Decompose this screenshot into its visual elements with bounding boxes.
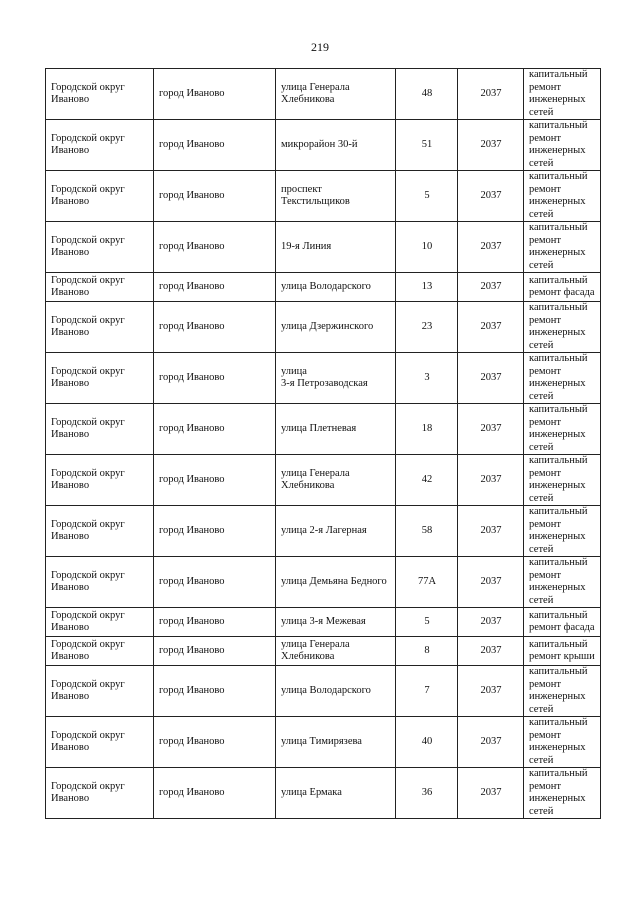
district-cell: Городской округ Иваново	[46, 506, 154, 557]
house-number-cell: 77А	[396, 557, 458, 608]
city-cell: город Иваново	[154, 557, 276, 608]
table-row	[46, 666, 601, 717]
table-row	[46, 637, 601, 666]
district-cell: Городской округ Иваново	[46, 120, 154, 171]
house-number-cell: 42	[396, 455, 458, 506]
year-cell: 2037	[458, 666, 524, 717]
district-cell: Городской округ Иваново	[46, 557, 154, 608]
table-row	[46, 557, 601, 608]
district-cell: Городской округ Иваново	[46, 273, 154, 302]
work-type-cell: капитальный ремонт фасада	[524, 608, 601, 637]
work-type-cell: капитальный ремонт инженерных сетей	[524, 120, 601, 171]
district-cell: Городской округ Иваново	[46, 69, 154, 120]
work-type-cell: капитальный ремонт инженерных сетей	[524, 717, 601, 768]
table-row	[46, 222, 601, 273]
city-cell: город Иваново	[154, 608, 276, 637]
year-cell: 2037	[458, 171, 524, 222]
district-cell: Городской округ Иваново	[46, 222, 154, 273]
work-type-cell: капитальный ремонт фасада	[524, 273, 601, 302]
district-cell: Городской округ Иваново	[46, 637, 154, 666]
work-type-cell: капитальный ремонт инженерных сетей	[524, 768, 601, 819]
house-number-cell: 51	[396, 120, 458, 171]
work-type-cell: капитальный ремонт крыши	[524, 637, 601, 666]
work-type-cell: капитальный ремонт инженерных сетей	[524, 171, 601, 222]
housing-repair-table	[45, 68, 601, 819]
street-cell: улица 3-я Межевая	[276, 608, 396, 637]
city-cell: город Иваново	[154, 666, 276, 717]
city-cell: город Иваново	[154, 273, 276, 302]
house-number-cell: 23	[396, 302, 458, 353]
table-row	[46, 353, 601, 404]
street-cell: улица Генерала Хлебникова	[276, 69, 396, 120]
table-row	[46, 171, 601, 222]
year-cell: 2037	[458, 120, 524, 171]
street-cell: 19-я Линия	[276, 222, 396, 273]
district-cell: Городской округ Иваново	[46, 302, 154, 353]
year-cell: 2037	[458, 69, 524, 120]
street-cell: проспект Текстильщиков	[276, 171, 396, 222]
work-type-cell: капитальный ремонт инженерных сетей	[524, 455, 601, 506]
table-row	[46, 273, 601, 302]
work-type-cell: капитальный ремонт инженерных сетей	[524, 404, 601, 455]
district-cell: Городской округ Иваново	[46, 717, 154, 768]
city-cell: город Иваново	[154, 302, 276, 353]
city-cell: город Иваново	[154, 120, 276, 171]
work-type-cell: капитальный ремонт инженерных сетей	[524, 666, 601, 717]
year-cell: 2037	[458, 557, 524, 608]
work-type-cell: капитальный ремонт инженерных сетей	[524, 506, 601, 557]
street-cell: улица 2-я Лагерная	[276, 506, 396, 557]
house-number-cell: 40	[396, 717, 458, 768]
house-number-cell: 8	[396, 637, 458, 666]
street-cell: улица Ермака	[276, 768, 396, 819]
city-cell: город Иваново	[154, 404, 276, 455]
house-number-cell: 58	[396, 506, 458, 557]
year-cell: 2037	[458, 455, 524, 506]
street-cell: улица Плетневая	[276, 404, 396, 455]
house-number-cell: 5	[396, 171, 458, 222]
district-cell: Городской округ Иваново	[46, 455, 154, 506]
street-cell: улица Демьяна Бедного	[276, 557, 396, 608]
table-row	[46, 302, 601, 353]
year-cell: 2037	[458, 404, 524, 455]
district-cell: Городской округ Иваново	[46, 768, 154, 819]
year-cell: 2037	[458, 222, 524, 273]
street-cell: улица Володарского	[276, 666, 396, 717]
year-cell: 2037	[458, 768, 524, 819]
city-cell: город Иваново	[154, 637, 276, 666]
street-cell: микрорайон 30-й	[276, 120, 396, 171]
street-cell: улица Генерала Хлебникова	[276, 455, 396, 506]
table-body	[46, 69, 601, 819]
district-cell: Городской округ Иваново	[46, 353, 154, 404]
house-number-cell: 3	[396, 353, 458, 404]
year-cell: 2037	[458, 717, 524, 768]
work-type-cell: капитальный ремонт инженерных сетей	[524, 302, 601, 353]
house-number-cell: 5	[396, 608, 458, 637]
work-type-cell: капитальный ремонт инженерных сетей	[524, 353, 601, 404]
year-cell: 2037	[458, 353, 524, 404]
page-number: 219	[311, 40, 329, 54]
city-cell: город Иваново	[154, 69, 276, 120]
street-cell: улица Тимирязева	[276, 717, 396, 768]
city-cell: город Иваново	[154, 768, 276, 819]
district-cell: Городской округ Иваново	[46, 666, 154, 717]
district-cell: Городской округ Иваново	[46, 171, 154, 222]
table-row	[46, 608, 601, 637]
table-row	[46, 69, 601, 120]
house-number-cell: 18	[396, 404, 458, 455]
house-number-cell: 7	[396, 666, 458, 717]
year-cell: 2037	[458, 273, 524, 302]
house-number-cell: 13	[396, 273, 458, 302]
street-cell: улица Дзержинского	[276, 302, 396, 353]
table-row	[46, 120, 601, 171]
street-cell: улица 3-я Петрозаводская	[276, 353, 396, 404]
street-cell: улица Генерала Хлебникова	[276, 637, 396, 666]
district-cell: Городской округ Иваново	[46, 404, 154, 455]
house-number-cell: 36	[396, 768, 458, 819]
city-cell: город Иваново	[154, 717, 276, 768]
year-cell: 2037	[458, 637, 524, 666]
city-cell: город Иваново	[154, 353, 276, 404]
year-cell: 2037	[458, 506, 524, 557]
table-row	[46, 717, 601, 768]
city-cell: город Иваново	[154, 506, 276, 557]
year-cell: 2037	[458, 608, 524, 637]
city-cell: город Иваново	[154, 171, 276, 222]
house-number-cell: 48	[396, 69, 458, 120]
table-row	[46, 506, 601, 557]
year-cell: 2037	[458, 302, 524, 353]
work-type-cell: капитальный ремонт инженерных сетей	[524, 557, 601, 608]
table-row	[46, 455, 601, 506]
street-cell: улица Володарского	[276, 273, 396, 302]
house-number-cell: 10	[396, 222, 458, 273]
work-type-cell: капитальный ремонт инженерных сетей	[524, 69, 601, 120]
table-row	[46, 768, 601, 819]
table-row	[46, 404, 601, 455]
city-cell: город Иваново	[154, 455, 276, 506]
city-cell: город Иваново	[154, 222, 276, 273]
district-cell: Городской округ Иваново	[46, 608, 154, 637]
work-type-cell: капитальный ремонт инженерных сетей	[524, 222, 601, 273]
